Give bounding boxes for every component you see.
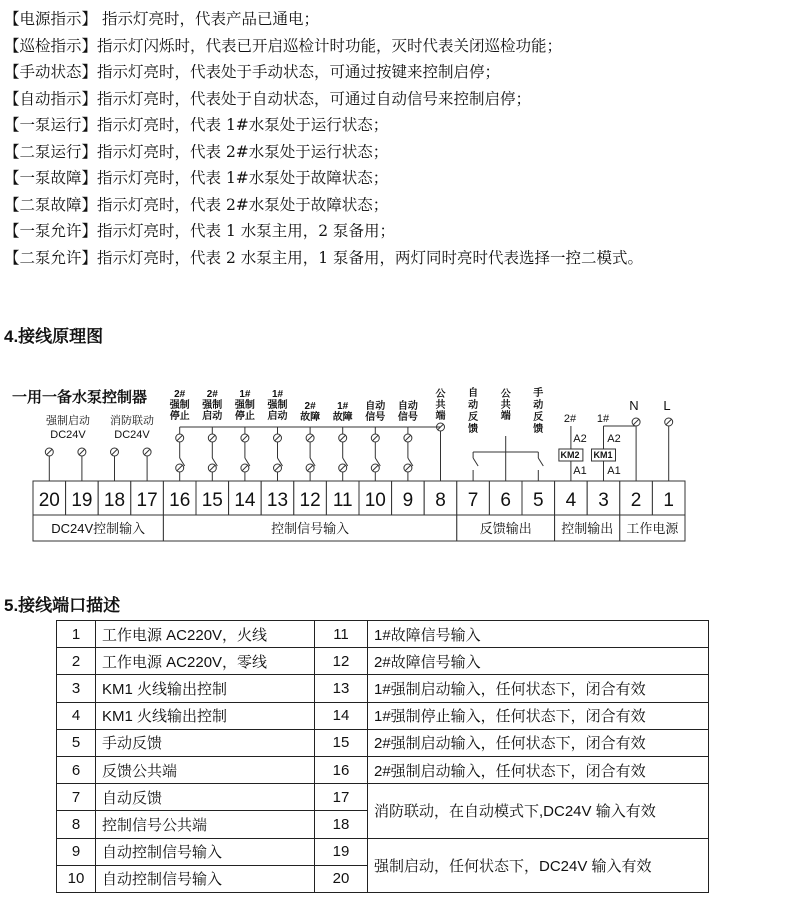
- indicator-line: [4, 6, 784, 33]
- km1-a1-label: A1: [607, 465, 621, 477]
- switch-contact: [473, 458, 478, 466]
- terminal-number: 19: [71, 490, 93, 511]
- column-label: 自: [468, 388, 479, 399]
- terminal-number: 11: [332, 490, 353, 511]
- column-label: 动: [533, 400, 544, 411]
- indicator-line: [4, 245, 784, 272]
- indicator-text: 指示灯亮时，代表 2 水泵主用，1 泵备用，两灯同时亮时代表选择一控二模式。: [97, 248, 644, 267]
- table-row: [57, 838, 709, 865]
- column-label: 1#: [271, 389, 284, 400]
- column-label: 公: [500, 389, 511, 400]
- column-labels: [169, 386, 544, 435]
- column-label: 自动: [365, 401, 386, 412]
- indicator-label: 【二泵运行】: [4, 142, 98, 161]
- table-row: [57, 621, 709, 648]
- terminal-number: 16: [169, 490, 191, 511]
- column-label: 1#: [239, 389, 251, 400]
- port-description: KM1 火线输出控制: [96, 675, 315, 702]
- indicator-label: 【电源指示】: [4, 10, 98, 28]
- port-description: 1#强制停止输入，任何状态下，闭合有效: [368, 702, 709, 729]
- live-label: L: [663, 398, 671, 413]
- terminal-number: 6: [500, 490, 511, 511]
- port-description: 2#故障信号输入: [368, 648, 709, 675]
- terminal-number: 17: [136, 490, 158, 511]
- column-label: 强制: [234, 400, 255, 411]
- terminal-number: 12: [299, 490, 321, 511]
- column-label: 信号: [365, 412, 386, 423]
- column-label: 共: [500, 400, 511, 411]
- column-label: 反: [468, 412, 479, 423]
- table-row: [57, 729, 709, 756]
- terminal-number: 8: [435, 490, 446, 511]
- km1-label: KM1: [593, 450, 613, 460]
- port-description: 自动控制信号输入: [96, 838, 315, 865]
- column-label: 端: [500, 411, 511, 422]
- column-label: 自动: [397, 401, 418, 412]
- port-number: 10: [57, 865, 96, 892]
- column-label: 馈: [468, 424, 479, 435]
- neutral-label: N: [629, 398, 639, 413]
- port-number: 2: [57, 648, 96, 675]
- table-row: [57, 756, 709, 783]
- fire-link-label: 消防联动: [110, 415, 154, 427]
- terminal-number: 2: [630, 490, 642, 511]
- indicator-list: [4, 6, 784, 271]
- terminal-number: 9: [402, 490, 414, 511]
- column-label: 2#: [304, 401, 316, 412]
- indicator-label: 【一泵允许】: [4, 222, 98, 240]
- port-description: 强制启动，任何状态下，DC24V 输入有效: [368, 838, 709, 892]
- indicator-line: [4, 59, 784, 86]
- port-description: 1#强制启动输入，任何状态下，闭合有效: [368, 675, 709, 702]
- terminal-group-label: DC24V控制输入: [51, 521, 146, 536]
- terminal-number: 4: [565, 490, 577, 511]
- terminal-group-label: 工作电源: [626, 521, 679, 536]
- port-number: 15: [315, 729, 368, 756]
- indicator-line: [4, 86, 784, 113]
- indicator-label: 【二泵允许】: [4, 248, 98, 267]
- port-number: 17: [315, 784, 368, 811]
- indicator-line: [4, 139, 784, 166]
- column-label: 停止: [234, 411, 255, 422]
- terminal-number: 18: [103, 490, 126, 511]
- pump1-label: 1#: [596, 413, 610, 425]
- km1-a2-label: A2: [607, 433, 621, 445]
- port-description: 2#强制启动输入，任何状态下，闭合有效: [368, 756, 709, 783]
- indicator-label: 【二泵故障】: [4, 195, 98, 214]
- indicator-label: 【巡检指示】: [4, 36, 98, 55]
- port-number: 19: [315, 838, 368, 865]
- indicator-line: [4, 192, 784, 219]
- terminal-number: 3: [598, 490, 609, 511]
- port-number: 13: [315, 675, 368, 702]
- indicator-text: 指示灯亮时，代表 2#水泵处于运行状态；: [97, 142, 389, 161]
- fire-link-voltage: DC24V: [114, 429, 150, 441]
- column-label: 停止: [169, 411, 190, 422]
- column-label: 故障: [300, 412, 321, 423]
- terminal-number: 5: [533, 490, 544, 511]
- indicator-text: 指示灯亮时，代表 2#水泵处于故障状态；: [97, 195, 389, 214]
- terminal-group-label: 控制输出: [561, 521, 614, 536]
- terminal-number: 20: [38, 490, 60, 511]
- port-description: 控制信号公共端: [96, 811, 315, 838]
- port-description: 消防联动，在自动模式下,DC24V 输入有效: [368, 784, 709, 838]
- port-number: 12: [315, 648, 368, 675]
- pump2-label: 2#: [563, 413, 577, 425]
- port-description: 工作电源 AC220V，零线: [96, 648, 315, 675]
- port-number: 16: [315, 756, 368, 783]
- terminal-number: 1: [663, 490, 674, 511]
- port-description: 自动控制信号输入: [96, 865, 315, 892]
- port-description: 1#故障信号输入: [368, 621, 709, 648]
- terminal-number: 7: [467, 490, 479, 511]
- terminal-group-label: 控制信号输入: [271, 521, 350, 536]
- force-start-label: 强制启动: [46, 415, 90, 427]
- column-label: 手: [533, 388, 544, 399]
- column-label: 故障: [332, 412, 353, 423]
- km2-label: KM2: [560, 450, 580, 460]
- table-row: [57, 702, 709, 729]
- column-label: 馈: [533, 424, 544, 435]
- indicator-label: 【一泵故障】: [4, 169, 98, 187]
- terminal-block: [33, 481, 685, 541]
- force-start-voltage: DC24V: [50, 429, 86, 441]
- table-row: [57, 784, 709, 811]
- section-heading-ports: 5.接线端口描述: [4, 596, 121, 615]
- indicator-text: 指示灯亮时，代表 1#水泵处于运行状态；: [97, 116, 389, 134]
- port-description: 自动反馈: [96, 784, 315, 811]
- column-label: 强制: [202, 400, 223, 411]
- section-heading-wiring: 4.接线原理图: [4, 327, 104, 346]
- indicator-line: [4, 165, 784, 192]
- column-label: 强制: [267, 400, 288, 411]
- diagram-title: 一用一备水泵控制器: [12, 389, 148, 406]
- port-number: 5: [57, 729, 96, 756]
- indicator-label: 【自动指示】: [4, 89, 98, 108]
- column-label: 端: [435, 411, 446, 422]
- indicator-label: 【手动状态】: [4, 63, 98, 81]
- indicator-line: [4, 33, 784, 60]
- indicator-text: 指示灯亮时，代表处于手动状态，可通过按键来控制启停；: [97, 63, 501, 81]
- port-number: 14: [315, 702, 368, 729]
- indicator-text: 指示灯闪烁时，代表已开启巡检计时功能，灭时代表关闭巡检功能；: [97, 36, 563, 55]
- column-label: 共: [435, 400, 446, 411]
- column-label: 2#: [174, 389, 186, 400]
- column-label: 启动: [267, 411, 288, 422]
- port-number: 3: [57, 675, 96, 702]
- port-description: 工作电源 AC220V，火线: [96, 621, 315, 648]
- km2-a2-label: A2: [573, 433, 587, 445]
- column-label: 公: [435, 389, 446, 400]
- indicator-text: 指示灯亮时，代表处于自动状态，可通过自动信号来控制启停；: [97, 89, 532, 108]
- indicator-line: [4, 218, 784, 245]
- port-number: 6: [57, 756, 96, 783]
- indicator-text: 指示灯亮时，代表 1 水泵主用，2 泵备用；: [97, 222, 396, 240]
- column-label: 强制: [169, 400, 190, 411]
- switch-contact: [538, 458, 543, 466]
- indicator-text: 指示灯亮时，代表产品已通电；: [97, 10, 319, 28]
- column-label: 信号: [397, 412, 418, 423]
- port-number: 11: [315, 621, 368, 648]
- port-description: 2#强制启动输入，任何状态下，闭合有效: [368, 729, 709, 756]
- column-label: 反: [533, 412, 544, 423]
- port-description: KM1 火线输出控制: [96, 702, 315, 729]
- port-description: 反馈公共端: [96, 756, 315, 783]
- port-number: 9: [57, 838, 96, 865]
- port-number: 1: [57, 621, 96, 648]
- table-row: [57, 675, 709, 702]
- terminal-number: 15: [201, 490, 223, 511]
- port-number: 4: [57, 702, 96, 729]
- indicator-label: 【一泵运行】: [4, 116, 98, 134]
- terminal-number: 13: [266, 490, 289, 511]
- port-number: 20: [315, 865, 368, 892]
- column-label: 动: [468, 400, 479, 411]
- terminal-number: 10: [364, 490, 386, 511]
- indicator-text: 指示灯亮时，代表 1#水泵处于故障状态；: [97, 169, 389, 187]
- port-number: 18: [315, 811, 368, 838]
- ports-table: [56, 620, 709, 893]
- wiring-diagram: [0, 380, 790, 550]
- port-description: 手动反馈: [96, 729, 315, 756]
- km2-a1-label: A1: [573, 465, 587, 477]
- table-row: [57, 648, 709, 675]
- port-number: 7: [57, 784, 96, 811]
- terminal-number: 14: [234, 490, 256, 511]
- port-number: 8: [57, 811, 96, 838]
- column-label: 启动: [202, 411, 223, 422]
- column-label: 2#: [206, 389, 218, 400]
- column-label: 1#: [337, 401, 349, 412]
- terminal-group-label: 反馈输出: [479, 521, 532, 536]
- indicator-line: [4, 112, 784, 139]
